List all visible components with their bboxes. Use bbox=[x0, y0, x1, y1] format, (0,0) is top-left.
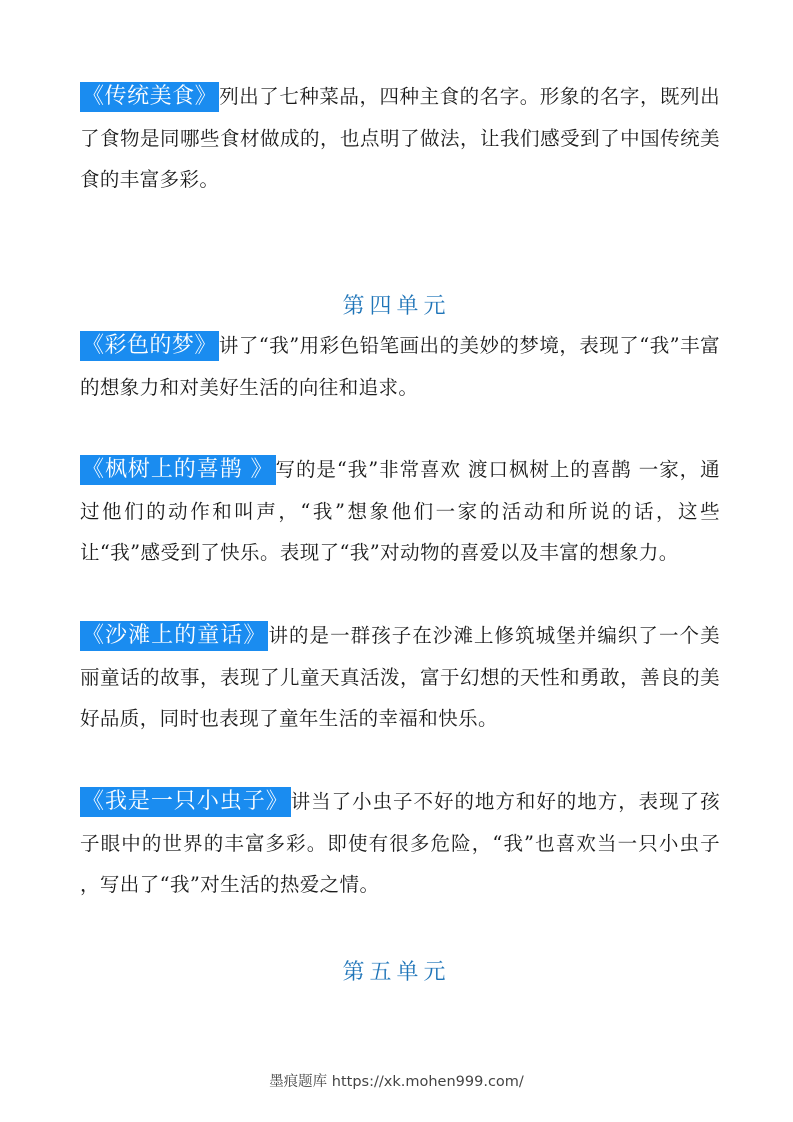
entry-title: 《彩色的梦》 bbox=[80, 331, 219, 361]
entry-beach-fairy-tale bbox=[80, 615, 720, 740]
entry-colorful-dream bbox=[80, 325, 720, 408]
entry-text: 写的是“我”非常喜欢 渡口枫树上的喜鹊 一家，通过他们的动作和叫声，“我”想象他们一家的活动和所说的话，这些让“我”感受到了快乐。表现了“我”对动物的喜爱以及丰富的想象力。 bbox=[80, 458, 721, 564]
entry-text: 讲当了小虫子不好的地方和好的地方，表现了孩子眼中的世界的丰富多彩。即使有很多危险，“我”也喜欢当一只小虫子 ，写出了“我”对生活的热爱之情。 bbox=[80, 790, 720, 896]
entry-magpies bbox=[80, 449, 720, 574]
entry-little-bug bbox=[80, 781, 720, 906]
footer-watermark: 墨痕题库 https://xk.mohen999.com/ bbox=[269, 1074, 524, 1090]
entry-text: 列出了七种菜品，四种主食的名字。形象的名字，既列出了食物是同哪些食材做成的，也点明了做法，让我们感受到了中国传统美食的丰富多彩。 bbox=[80, 85, 720, 191]
entry-title: 《沙滩上的童话》 bbox=[80, 621, 268, 651]
entry-title: 《枫树上的喜鹊 》 bbox=[80, 455, 276, 485]
entry-title: 《我是一只小虫子》 bbox=[80, 787, 291, 817]
entry-traditional-food bbox=[80, 76, 720, 201]
entry-text: 讲的是一群孩子在沙滩上修筑城堡并编织了一个美丽童话的故事，表现了儿童天真活泼，富于幻想的天性和勇敢，善良的美好品质，同时也表现了童年生活的幸福和快乐。 bbox=[80, 624, 721, 730]
entry-text: 讲了“我”用彩色铅笔画出的美妙的梦境，表现了“我”丰富的想象力和对美好生活的向往和追求。 bbox=[80, 334, 720, 399]
unit-4-heading: 第四单元 bbox=[342, 294, 451, 319]
unit-5-heading: 第五单元 bbox=[342, 960, 451, 985]
entry-title: 《传统美食》 bbox=[80, 82, 219, 112]
